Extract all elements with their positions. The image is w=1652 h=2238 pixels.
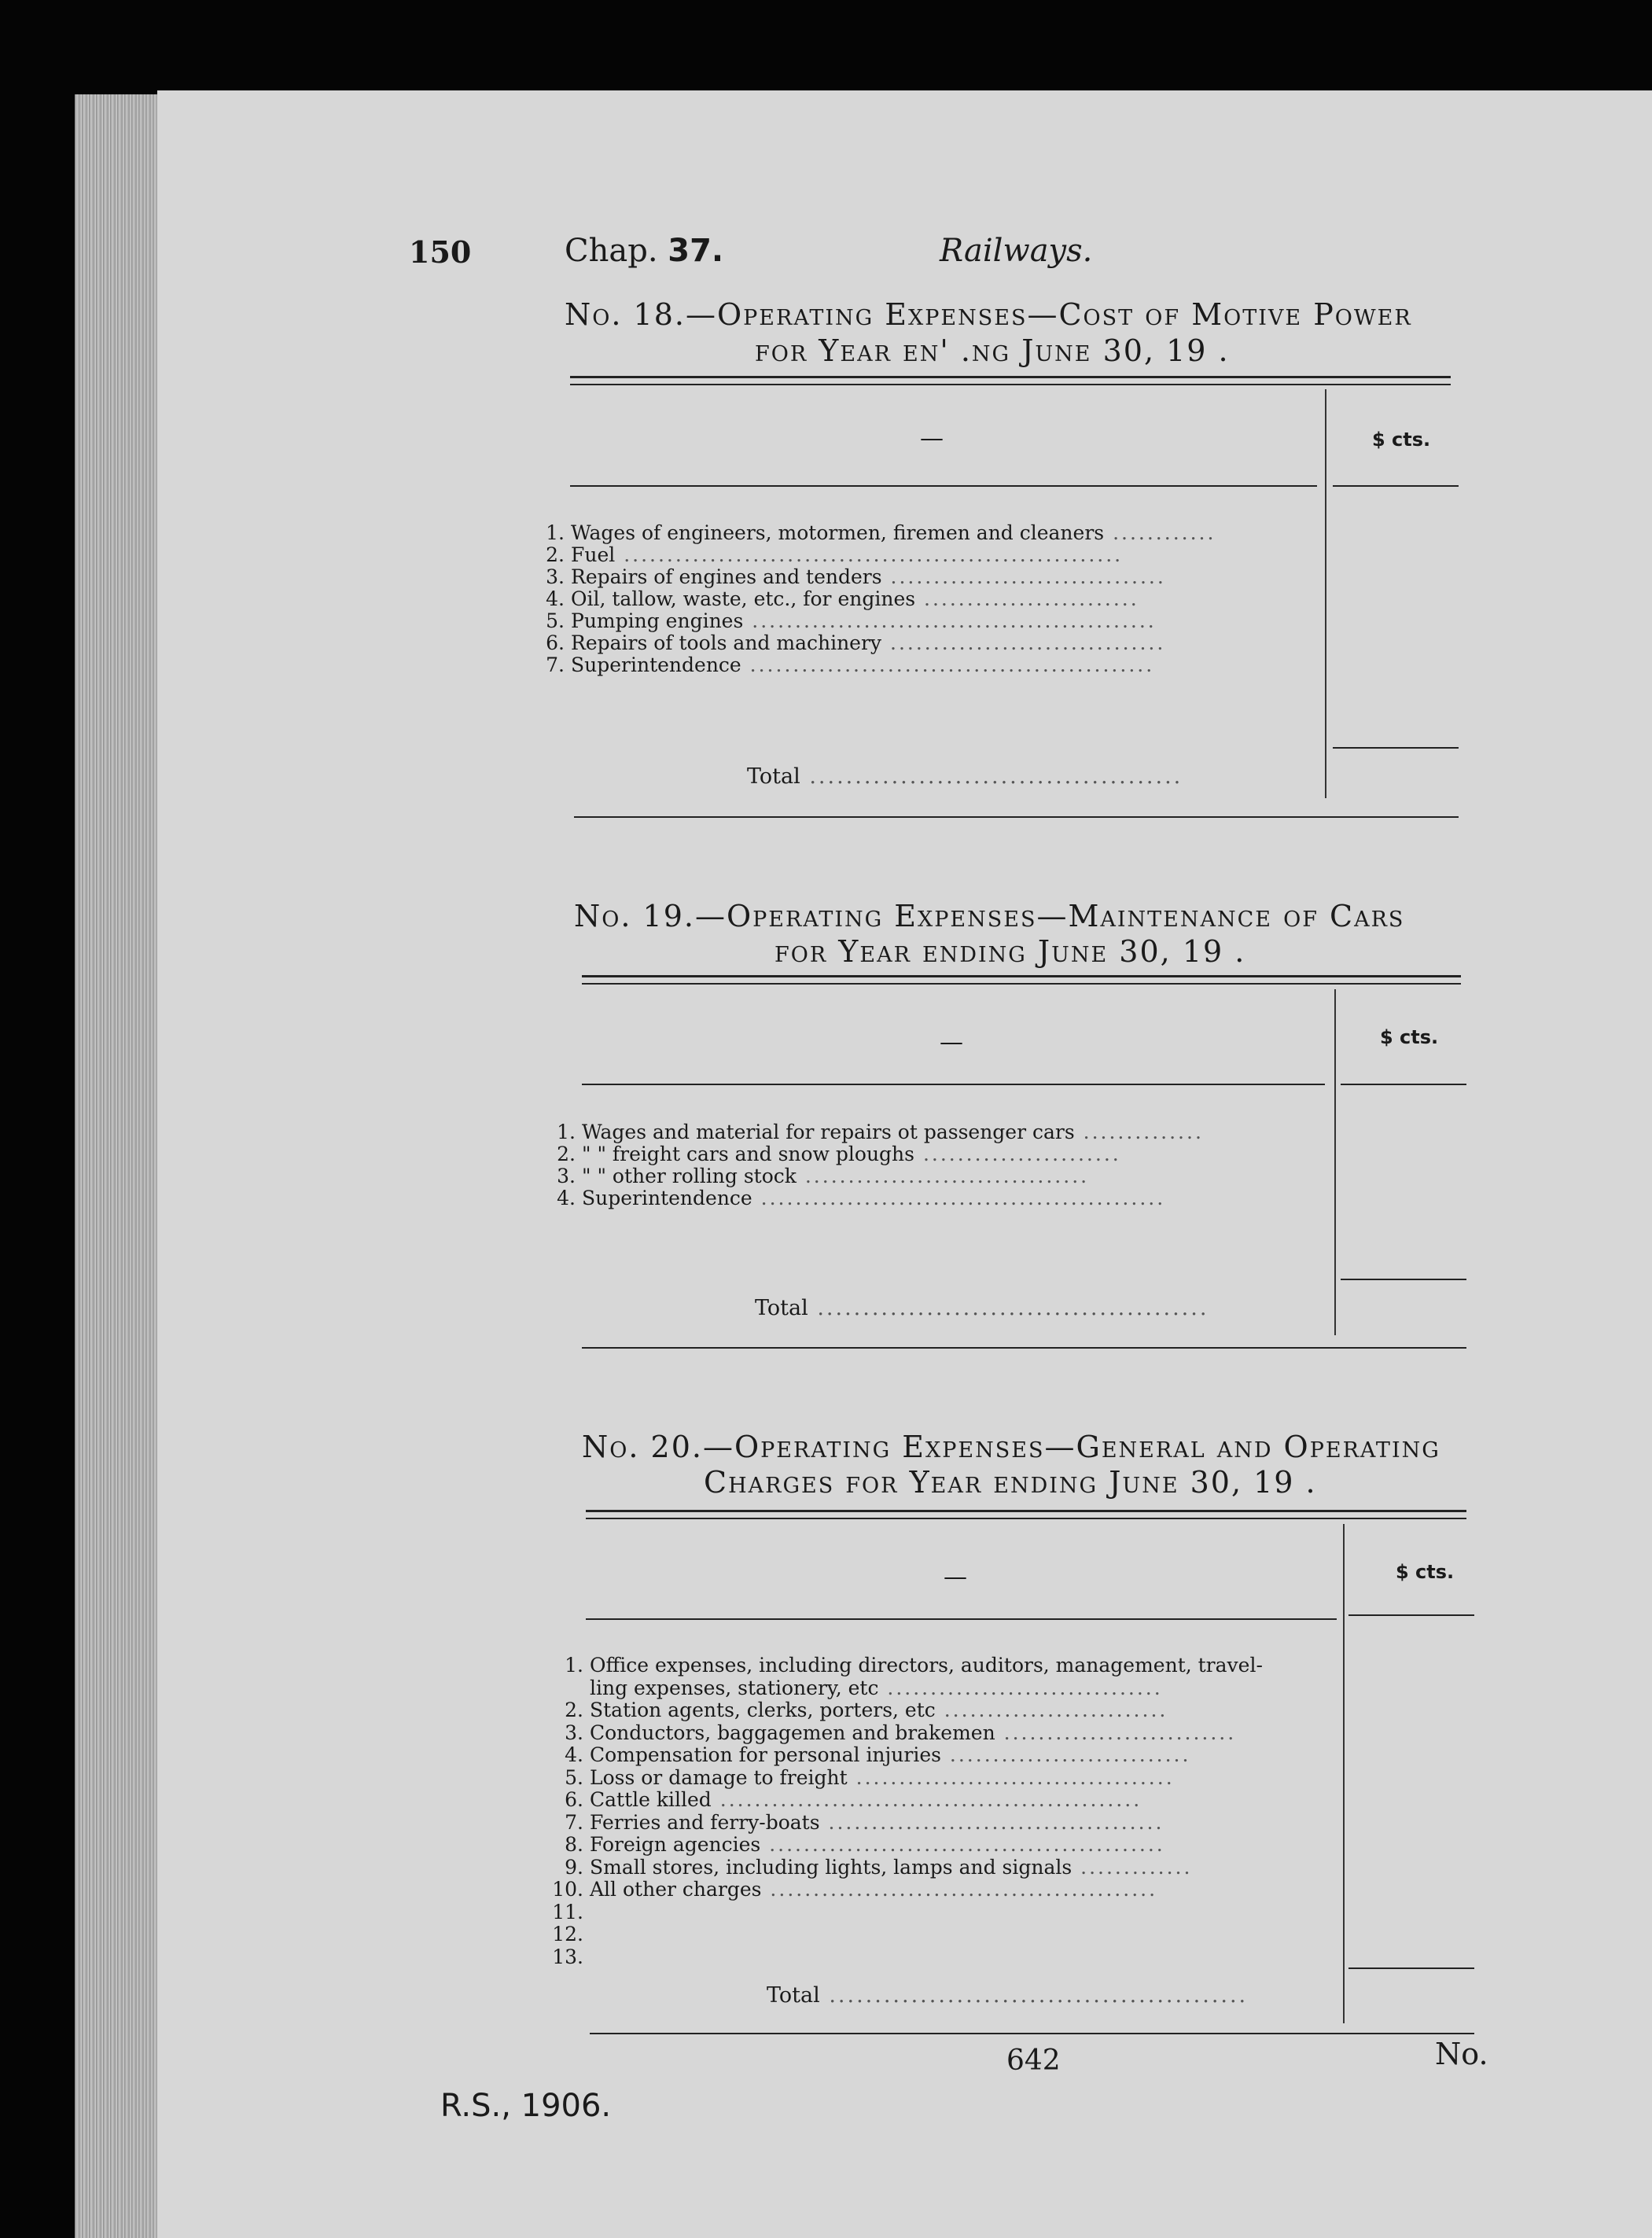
table18-header-rule: [570, 485, 1317, 487]
row-label: Cattle killed: [590, 1788, 712, 1811]
chapter-number: 37.: [668, 233, 724, 269]
leader-dots: ..........................................................: [615, 543, 1124, 566]
leader-dots: ...............................................: [741, 653, 1155, 676]
table19-column-divider: [1334, 989, 1336, 1335]
row-label: ling expenses, stationery, etc: [590, 1676, 879, 1699]
row-label: Wages and material for repairs ot passenger cars: [582, 1121, 1075, 1143]
row-number: 4.: [557, 1187, 576, 1209]
row-number: 4.: [546, 587, 565, 610]
row-label: " " other rolling stock: [582, 1165, 797, 1187]
table19-total-rule: [1341, 1279, 1466, 1280]
leader-dots: .............................................: [761, 1878, 1158, 1901]
table20-top-rule: [586, 1510, 1466, 1512]
table18-row: [532, 544, 1318, 566]
row-number: 6.: [565, 1788, 583, 1811]
table20-row: [550, 1699, 1337, 1721]
leader-dots: ..............: [1074, 1121, 1204, 1143]
footer-page-number: 642: [1006, 2045, 1061, 2077]
chapter-label: [565, 233, 723, 269]
table19-row: [543, 1165, 1329, 1187]
row-label: " " freight cars and snow ploughs: [582, 1143, 914, 1165]
leader-dots: .................................................: [711, 1788, 1142, 1811]
table19-money-header: $ cts.: [1380, 1026, 1439, 1048]
row-number: 3.: [565, 1721, 583, 1744]
row-label: Superintendence: [571, 653, 741, 676]
table20-row: [550, 1722, 1337, 1744]
row-number: 5.: [546, 609, 565, 632]
table18-money-header: $ cts.: [1372, 429, 1431, 451]
row-label: Ferries and ferry-boats: [590, 1810, 820, 1834]
table20-bottom-rule: [590, 2033, 1474, 2034]
row-label: Superintendence: [582, 1187, 752, 1209]
row-label: Conductors, baggagemen and brakemen: [590, 1721, 995, 1744]
table18-row: [532, 632, 1318, 654]
table20-header-rule-money: [1348, 1614, 1474, 1616]
row-number: 13.: [552, 1945, 583, 1968]
leader-dots: ...............................................: [752, 1187, 1166, 1209]
table20-row: [550, 1879, 1337, 1901]
leader-dots: .......................................: [819, 1810, 1164, 1834]
table19-header-rule: [582, 1084, 1325, 1085]
row-number: 1.: [557, 1121, 576, 1143]
table20-row: [550, 1901, 1337, 1923]
row-number: 7.: [546, 653, 565, 676]
table18-header-rule-money: [1333, 485, 1459, 487]
table20-top-rule-2: [586, 1518, 1466, 1519]
table18-total-label: Total .........................................: [747, 764, 1183, 789]
table19-bottom-rule: [582, 1347, 1466, 1349]
table20-total-rule: [1348, 1967, 1474, 1969]
row-number: 9.: [565, 1855, 583, 1879]
chapter-prefix: Chap.: [565, 233, 658, 269]
table20-row: [550, 1857, 1337, 1879]
leader-dots: ..............................................: [760, 1833, 1165, 1856]
table18-total-rule: [1333, 747, 1459, 749]
table19-top-rule-2: [582, 983, 1461, 985]
table20-title-line2: Charges for Year ending June 30, 19 .: [704, 1465, 1317, 1500]
footer-catchword: No.: [1435, 2037, 1488, 2071]
table18-row: [532, 588, 1318, 610]
leader-dots: ...............................................: [743, 609, 1157, 632]
table19-row: [543, 1143, 1329, 1165]
table20-title-line1: No. 20.—Operating Expenses—General and Operating: [582, 1430, 1440, 1464]
leader-dots: ............: [1104, 521, 1216, 544]
table18-bottom-rule: [574, 816, 1459, 818]
table20-row: [550, 1923, 1337, 1945]
leader-dots: ............................: [940, 1743, 1191, 1766]
row-number: 7.: [565, 1810, 583, 1834]
table18-row: [532, 654, 1318, 676]
table20-row: [550, 1677, 1337, 1699]
table18-title-line2: for Year en' .ng June 30, 19 .: [755, 333, 1230, 368]
table20-money-header: $ cts.: [1396, 1561, 1455, 1583]
leader-dots: ................................: [881, 631, 1166, 654]
row-label: Wages of engineers, motormen, firemen and cleaners: [571, 521, 1105, 544]
row-label: Pumping engines: [571, 609, 744, 632]
table19-row: [543, 1187, 1329, 1209]
row-number: 5.: [565, 1765, 583, 1789]
table18-top-rule: [570, 376, 1451, 378]
leader-dots: .....................................: [847, 1765, 1175, 1789]
leader-dots: ................................: [881, 565, 1166, 588]
page-number: 150: [409, 234, 472, 270]
row-label: Foreign agencies: [590, 1833, 761, 1856]
leader-dots: .................................: [796, 1165, 1090, 1187]
table20-row: [550, 1789, 1337, 1811]
table18-top-rule-2: [570, 384, 1451, 385]
leader-dots: .............: [1072, 1855, 1193, 1879]
row-number: 2.: [557, 1143, 576, 1165]
table20-total-label: Total ..............................................: [767, 1983, 1249, 2008]
table20-row: [550, 1812, 1337, 1834]
row-number: 2.: [546, 543, 565, 566]
row-number: 3.: [546, 565, 565, 588]
leader-dots: ................................: [878, 1676, 1163, 1699]
leader-dots: ...........................: [995, 1721, 1237, 1744]
row-number: 12.: [552, 1923, 583, 1945]
table18-row: [532, 610, 1318, 632]
table20-column-divider: [1343, 1524, 1345, 2023]
table18-row: [532, 566, 1318, 588]
row-number: 3.: [557, 1165, 576, 1187]
table20-row: [550, 1744, 1337, 1766]
row-label: Repairs of tools and machinery: [571, 631, 882, 654]
table19-title-line1: No. 19.—Operating Expenses—Maintenance of Cars: [574, 899, 1405, 933]
row-number: 1.: [546, 521, 565, 544]
leader-dots: ..........................: [935, 1699, 1168, 1721]
row-label: Oil, tallow, waste, etc., for engines: [571, 587, 916, 610]
table18-column-divider: [1325, 389, 1326, 798]
leader-dots: .......................: [914, 1143, 1121, 1165]
row-number: 4.: [565, 1743, 583, 1766]
leader-dots: .........................: [915, 587, 1139, 610]
table20-row: [550, 1655, 1337, 1677]
table20-header-rule: [586, 1618, 1337, 1620]
row-number: 10.: [552, 1878, 583, 1901]
table20-row: [550, 1767, 1337, 1789]
running-title: Railways.: [940, 233, 1093, 269]
table19-top-rule: [582, 975, 1461, 977]
row-label: Small stores, including lights, lamps and signals: [590, 1855, 1073, 1879]
table19-desc-header: —: [940, 1029, 963, 1056]
table19-row: [543, 1121, 1329, 1143]
row-number: 8.: [565, 1833, 583, 1856]
row-label: Office expenses, including directors, auditors, management, travel-: [590, 1654, 1263, 1677]
table19-header-rule-money: [1341, 1084, 1466, 1085]
table19-title-line2: for Year ending June 30, 19 .: [774, 934, 1246, 969]
table19-total-label: Total ...........................................: [755, 1296, 1209, 1320]
row-number: 2.: [565, 1699, 583, 1721]
table20-row: [550, 1834, 1337, 1856]
table20-row: [550, 1946, 1337, 1968]
row-label: Fuel: [571, 543, 616, 566]
row-label: All other charges: [590, 1878, 762, 1901]
table20-desc-header: —: [944, 1563, 967, 1591]
table18-title-line1: No. 18.—Operating Expenses—Cost of Motive Power: [565, 297, 1412, 332]
row-label: Loss or damage to freight: [590, 1765, 848, 1789]
row-number: 6.: [546, 631, 565, 654]
row-label: Repairs of engines and tenders: [571, 565, 882, 588]
table18-desc-header: —: [920, 425, 944, 452]
footer-edition: R.S., 1906.: [440, 2088, 612, 2124]
table18-row: [532, 522, 1318, 544]
row-number: 1.: [565, 1654, 583, 1677]
row-number: 11.: [552, 1900, 583, 1923]
row-label: Station agents, clerks, porters, etc: [590, 1699, 936, 1721]
row-label: Compensation for personal injuries: [590, 1743, 941, 1766]
